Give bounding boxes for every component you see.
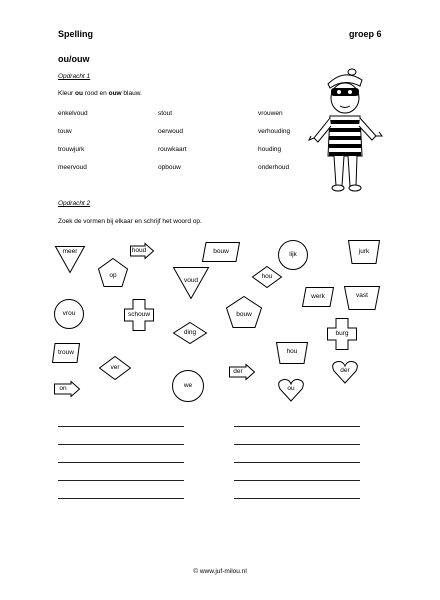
- answer-line[interactable]: [58, 498, 184, 499]
- exercise2-instruction: Zoek de vormen bij elkaar en schrijf het woord op.: [58, 218, 202, 225]
- word-item: verhouding: [258, 128, 291, 135]
- word-item: houding: [258, 146, 282, 153]
- answer-line[interactable]: [58, 480, 184, 481]
- footer-copyright: © www.juf-milou.nl: [193, 568, 247, 575]
- answer-line[interactable]: [234, 426, 360, 427]
- answer-line[interactable]: [234, 498, 360, 499]
- answer-line[interactable]: [58, 462, 184, 463]
- cross-shape: schouw: [124, 299, 154, 331]
- circle-shape: we: [172, 370, 204, 402]
- word-item: touw: [58, 128, 72, 135]
- word-item: meervoud: [58, 164, 87, 171]
- answer-line[interactable]: [58, 426, 184, 427]
- pentagon-shape: op: [98, 258, 128, 287]
- word-item: oerwoud: [158, 128, 183, 135]
- diamond-shape: hou: [252, 266, 282, 288]
- exercise1-instruction: Kleur ou rood en ouw blauw.: [58, 90, 142, 97]
- worksheet-subject: Spelling: [58, 29, 94, 39]
- word-item: stout: [158, 110, 173, 117]
- trapezoid-shape: hou: [276, 342, 308, 364]
- parallelogram-shape: trouw: [52, 343, 80, 363]
- arrow-shape: houd: [130, 243, 154, 259]
- word-item: trouwjurk: [58, 146, 85, 153]
- triangle-shape: meer: [55, 246, 85, 273]
- answer-line[interactable]: [234, 444, 360, 445]
- cross-shape: burg: [327, 318, 357, 350]
- pentagon-shape: bouw: [226, 296, 262, 328]
- word-item: rouwkaart: [158, 146, 187, 153]
- exercise1-label: Opdracht 1: [58, 73, 91, 80]
- heart-shape: der: [332, 360, 358, 384]
- circle-shape: vrou: [54, 299, 84, 329]
- answer-line[interactable]: [234, 480, 360, 481]
- word-item: enkelvoud: [58, 110, 88, 117]
- diamond-shape: ver: [99, 356, 131, 380]
- answer-line[interactable]: [58, 444, 184, 445]
- trapezoid-shape: vast: [344, 286, 380, 310]
- arrow-shape: der: [229, 364, 255, 380]
- answer-line[interactable]: [234, 462, 360, 463]
- topic-title: ou/ouw: [58, 54, 90, 64]
- arrow-shape: on: [54, 381, 80, 397]
- burglar-illustration: [300, 64, 390, 194]
- circle-shape: lijk: [278, 240, 308, 270]
- word-item: onderhoud: [258, 164, 290, 171]
- exercise2-label: Opdracht 2: [58, 200, 91, 207]
- parallelogram-shape: bouw: [202, 242, 240, 262]
- word-item: vrouwen: [258, 110, 283, 117]
- parallelogram-shape: jurk: [348, 240, 380, 264]
- word-item: opbouw: [158, 164, 181, 171]
- heart-shape: ou: [278, 378, 304, 402]
- worksheet-group: groep 6: [349, 29, 382, 39]
- diamond-shape: ding: [173, 322, 207, 344]
- triangle-shape: voud: [173, 267, 209, 299]
- parallelogram-shape: werk: [302, 287, 334, 307]
